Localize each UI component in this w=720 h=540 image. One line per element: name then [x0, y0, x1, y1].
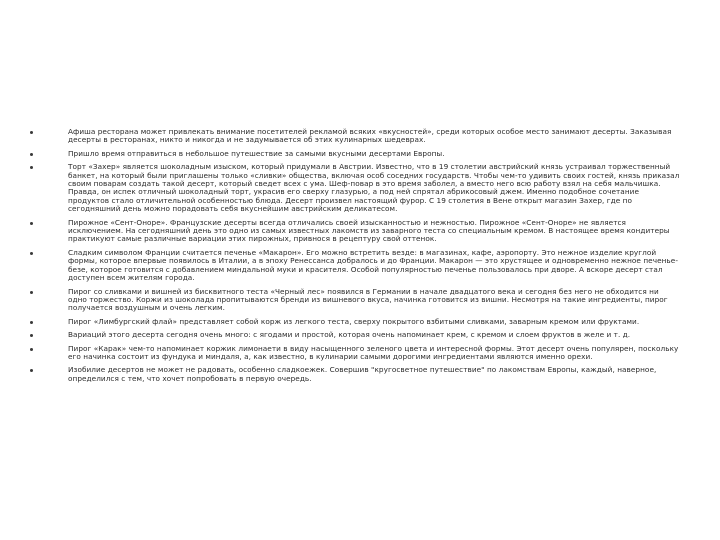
- list-item: [28, 318, 680, 326]
- list-item-text: Торт «Захер» является шоколадным изыском, который придумали в Австрии. Известно, что в 19 столетии австрийский князь устраивал торжественный банкет, на который были приглашены только «сливки» общества, включая особ соседних государств. Чтобы чем-то удивить своих гостей, князь приказал своим поварам создать такой десерт, который сведет всех с ума. Шеф-повар в это время заболел, а вместо него всю работу взял на себя мальчишка. Правда, он испек отличный шоколадный торт, украсив его сверху глазурью, а под ней спрятал абрикосовый джем. Именно подобное сочетание продуктов стало отличительной особенностью блюда. Десерт произвел настоящий фурор. С 19 столетия в Вене открыт магазин Захер, где по сегодняшний день можно порадовать себя вкуснейшим австрийским деликатесом.: [68, 162, 680, 214]
- list-item: [28, 345, 680, 362]
- list-item: [28, 128, 680, 145]
- list-item: [28, 219, 680, 244]
- list-item-text: Пирог «Лимбургский флай» представляет собой корж из легкого теста, сверху покрытого взбитыми сливками, заварным кремом или фруктами.: [68, 316, 640, 326]
- bullet-list: [28, 128, 680, 388]
- list-item: [28, 288, 680, 313]
- bullet-icon: [30, 222, 33, 225]
- list-item-text: Афиша ресторана может привлекать внимание посетителей рекламой всяких «вкусностей», среди которых особое место занимают десерты. Заказывая десерты в ресторанах, никто и никогда и не задумывается об этих кулинарных шедеврах.: [68, 127, 672, 145]
- list-item: [28, 163, 680, 213]
- list-item-text: Пирог со сливками и вишней из бисквитного теста «Черный лес» появился в Германии в начале двадцатого века и сегодня без него не обходится ни одно торжество. Коржи из шоколада пропитываются бренди из вишневого вкуса, начинка готовится из вишни. Несмотря на такие ингредиенты, пирог получается воздушным и очень легким.: [68, 286, 668, 313]
- list-item: [28, 150, 680, 158]
- bullet-icon: [30, 131, 33, 134]
- list-item-text: Сладким символом Франции считается печенье «Макарон». Его можно встретить везде: в магазинах, кафе, аэропорту. Это нежное изделие круглой формы, которое впервые появилось в Италии, а в эпоху Ренессанса добралось и до Франции. Макарон — это хрустящее и одновременно нежное печенье-безе, которое готовится с добавлением миндальной муки и красителя. Особой популярностью печенье пользовалось при дворе. А вскоре десерт стал доступен всем жителям города.: [68, 247, 678, 283]
- list-item: [28, 249, 680, 283]
- list-item-text: Пирожное «Сент-Оноре». Французские десерты всегда отличались своей изысканностью и нежностью. Пирожное «Сент-Оноре» не является исключением. На сегодняшний день это одно из самых известных лакомств из заварного теста со специальным кремом. В настоящее время кондитеры практикуют самые различные вариации этих пирожных, привнося в рецептуру свой оттенок.: [68, 217, 670, 244]
- bullet-icon: [30, 291, 33, 294]
- bullet-icon: [30, 334, 33, 337]
- list-item: [28, 331, 680, 339]
- list-item-text: Вариаций этого десерта сегодня очень много: с ягодами и простой, которая очень напоминает крем, с кремом и слоем фруктов в желе и т. д.: [68, 330, 631, 340]
- bullet-icon: [30, 369, 33, 372]
- bullet-icon: [30, 252, 33, 255]
- bullet-icon: [30, 348, 33, 351]
- list-item: [28, 366, 680, 383]
- list-item-text: Изобилие десертов не может не радовать, особенно сладкоежек. Совершив "кругосветное путешествие" по лакомствам Европы, каждый, наверное, определился с тем, что хочет попробовать в первую очередь.: [68, 365, 657, 383]
- bullet-icon: [30, 321, 33, 324]
- list-item-text: Пришло время отправиться в небольшое путешествие за самыми вкусными десертами Европы.: [68, 148, 445, 158]
- bullet-icon: [30, 153, 33, 156]
- list-item-text: Пирог «Карак» чем-то напоминает коржик лимонаети в виду насыщенного зеленого цвета и интересной формы. Этот десерт очень популярен, поскольку его начинка состоит из фундука и миндаля, а, как известно, в кулинарии самыми дорогими ингредиентами являются именно орехи.: [68, 343, 679, 361]
- bullet-icon: [30, 166, 33, 169]
